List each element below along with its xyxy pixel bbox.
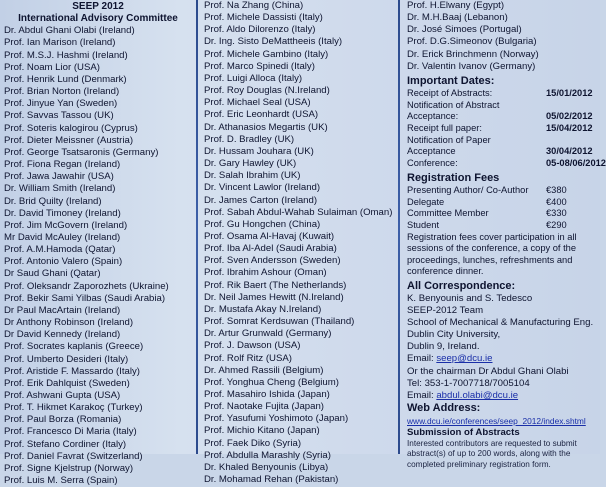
committee-member: Prof. Paul Borza (Romania) [4, 414, 122, 426]
date-row [401, 88, 600, 100]
column-divider-right [398, 0, 400, 454]
committee-member: Prof. Osama Al-Havaj (Kuwait) [204, 230, 335, 242]
committee-member: Prof. George Tsatsaronis (Germany) [4, 146, 159, 158]
committee-member: Prof. D.G.Simeonov (Bulgaria) [407, 36, 537, 48]
committee-member: Prof. Michael Seal (USA) [204, 97, 311, 109]
committee-member: Prof. Soteris kalogirou (Cyprus) [4, 122, 138, 134]
committee-member: Prof. D. Bradley (UK) [204, 133, 295, 145]
date-row-label: Conference: [407, 158, 458, 169]
telephone-line: Tel: 353-1-7007718/7005104 [407, 377, 530, 389]
date-row [401, 135, 600, 147]
address-line: Dublin 9, Ireland. [407, 341, 480, 353]
fees-note: Registration fees cover participation in all sessions of the conference, a copy of the proceedings, lunches, refreshments and conference dinner. [407, 231, 577, 277]
fee-row-label: Student [407, 219, 440, 230]
fee-row-value: €330 [546, 208, 567, 219]
committee-member: Prof. Luigi Alloca (Italy) [204, 72, 303, 84]
committee-member: Dr. Vincent Lawlor (Ireland) [204, 182, 321, 194]
committee-member: Prof. Sven Andersson (Sweden) [204, 255, 341, 267]
address-line: SEEP-2012 Team [407, 304, 484, 316]
date-row-value: 15/04/2012 [546, 123, 593, 134]
date-row-label: Receipt of Abstracts: [407, 87, 493, 98]
committee-member: Prof. H.Elwany (Egypt) [407, 0, 505, 11]
important-dates-heading: Important Dates: [407, 74, 495, 87]
committee-member: Prof. Rolf Ritz (USA) [204, 352, 292, 364]
advisory-committee-column-2 [198, 0, 398, 486]
date-row [401, 123, 600, 135]
fee-row [401, 208, 600, 220]
committee-member: Prof. M.S.J. Hashmi (Ireland) [4, 49, 128, 61]
date-row-value [546, 100, 600, 112]
committee-member: Prof. Savvas Tassou (UK) [4, 110, 114, 122]
committee-member: Prof. Brian Norton (Ireland) [4, 86, 120, 98]
committee-member: Prof. Iba Al-Adel (Saudi Arabia) [204, 243, 337, 255]
committee-member: Dr. Athanasios Megartis (UK) [204, 121, 328, 133]
committee-member: Prof. Bekir Sami Yilbas (Saudi Arabia) [4, 292, 166, 304]
date-row-value: 15/01/2012 [546, 87, 593, 98]
committee-member: Prof. J. Dawson (USA) [204, 340, 301, 352]
committee-member: Prof. Stefano Cordiner (Italy) [4, 438, 127, 450]
committee-member: Dr Paul MacArtain (Ireland) [4, 304, 121, 316]
registration-fees-heading: Registration Fees [407, 171, 500, 184]
committee-member: Prof. Eric Leonhardt (USA) [204, 109, 319, 121]
committee-member: Dr. Brid Quilty (Ireland) [4, 195, 102, 207]
fee-row [401, 220, 600, 232]
committee-member: Dr Anthony Robinson (Ireland) [4, 317, 134, 329]
committee-member: Prof. Sabah Abdul-Wahab Sulaiman (Oman) [204, 206, 393, 218]
fee-row-label: Committee Member [407, 208, 489, 219]
committee-member: Prof. Henrik Lund (Denmark) [4, 73, 127, 85]
fee-row-label: Presenting Author/ Co-Author [407, 184, 529, 195]
committee-member: Prof. Roy Douglas (N.Ireland) [204, 85, 330, 97]
committee-member: Dr Saud Ghani (Qatar) [4, 268, 101, 280]
committee-member: Prof. Noam Lior (USA) [4, 61, 100, 73]
committee-member: Prof. Marco Spinedi (Italy) [204, 60, 315, 72]
fee-row-label: Delegate [407, 196, 445, 207]
committee-list-2 [198, 0, 398, 486]
date-row [401, 111, 600, 123]
committee-member: Dr. Mustafa Akay N.Ireland) [204, 303, 322, 315]
committee-member: Dr. Neil James Hewitt (N.Ireland) [204, 291, 344, 303]
web-url-line [401, 415, 600, 427]
committee-member: Dr. Artur Grunwald (Germany) [204, 328, 332, 340]
committee-member: Prof. Jim McGovern (Ireland) [4, 219, 128, 231]
committee-member: Prof. Umberto Desideri (Italy) [4, 353, 129, 365]
fee-row [401, 185, 600, 197]
committee-member: Prof. A.M.Hamoda (Qatar) [4, 244, 116, 256]
email-line [401, 353, 600, 365]
committee-member: Prof. Naotake Fujita (Japan) [204, 401, 324, 413]
chairman-email-line [401, 390, 600, 402]
committee-list-1 [0, 25, 196, 487]
chairman-email-label: Email: [407, 389, 437, 401]
committee-member: Prof. Oleksandr Zaporozhets (Ukraine) [4, 280, 169, 292]
committee-member: Prof. Gu Hongchen (China) [204, 218, 321, 230]
date-row-value: 05/02/2012 [546, 111, 593, 122]
committee-member: Prof. Masahiro Ishida (Japan) [204, 389, 330, 400]
correspondence-heading: All Correspondence: [407, 279, 516, 292]
info-column [401, 0, 606, 469]
committee-member: Dr. Ing. Sisto DeMattheeis (Italy) [204, 36, 343, 48]
submission-text: Interested contributors are requested to submit abstract(s) of up to 200 words, along with the completed preliminary registration form. [407, 439, 577, 469]
committee-member: Prof. Fiona Regan (Ireland) [4, 159, 121, 171]
advisory-committee-column-1 [0, 0, 196, 487]
committee-member: Prof. Yasufumi Yoshimoto (Japan) [204, 413, 349, 425]
committee-member: Dr. Erick Brinchmenn (Norway) [407, 48, 539, 60]
date-row [401, 100, 600, 112]
committee-member: Prof. T. Hikmet Karakoç (Turkey) [4, 402, 143, 414]
committee-member: Dr. William Smith (Ireland) [4, 183, 116, 195]
committee-member: Prof. Somrat Kerdsuwan (Thailand) [204, 316, 355, 328]
chairman-line: Or the chairman Dr Abdul Ghani Olabi [407, 365, 569, 377]
committee-member: Dr. Salah Ibrahim (UK) [204, 170, 301, 182]
committee-heading: International Advisory Committee [18, 13, 178, 25]
committee-list-3 [401, 0, 600, 73]
committee-member: Prof. Erik Dahlquist (Sweden) [4, 377, 130, 389]
committee-member: Prof. Na Zhang (China) [204, 0, 304, 11]
committee-member: Prof. Jawa Jawahir (USA) [4, 171, 114, 183]
fee-row [401, 197, 600, 209]
address-line: Dublin City University, [407, 329, 501, 341]
committee-member: Mr David McAuley (Ireland) [4, 231, 121, 243]
web-url-link[interactable]: www.dcu.ie/conferences/seep_2012/index.shtml [407, 416, 586, 427]
correspondence-address [401, 293, 600, 354]
committee-member: Prof. Ian Marison (Ireland) [4, 37, 116, 49]
committee-member: Dr. Abdul Ghani Olabi (Ireland) [4, 25, 135, 37]
committee-member: Dr. James Carton (Ireland) [204, 194, 318, 206]
committee-member: Prof. Michele Dassisti (Italy) [204, 12, 323, 24]
committee-member: Dr. David Timoney (Ireland) [4, 207, 121, 219]
date-row-label: Notification of Paper [407, 134, 491, 145]
committee-member: Prof. Ibrahim Ashour (Oman) [204, 267, 327, 279]
date-row-label: Receipt full paper: [407, 123, 482, 134]
date-row [401, 158, 606, 170]
chairman-email-link[interactable]: abdul.olabi@dcu.ie [436, 389, 519, 401]
committee-member: Prof. Aristide F. Massardo (Italy) [4, 365, 140, 377]
committee-member: Prof. Michio Kitano (Japan) [204, 425, 320, 437]
fee-row-value: €380 [546, 184, 567, 195]
committee-member: Prof. Aldo Dilorenzo (Italy) [204, 24, 316, 36]
committee-member: Prof. Daniel Favrat (Switzerland) [4, 450, 143, 462]
registration-fees-table [401, 185, 600, 232]
committee-member: Prof. Jinyue Yan (Sweden) [4, 98, 118, 110]
date-row-value: 05-08/06/2012 [546, 158, 606, 169]
committee-member: Dr. Mohamad Rehan (Pakistan) [204, 474, 339, 486]
committee-member: Prof. Antonio Valero (Spain) [4, 256, 123, 268]
committee-member: Prof. Faek Diko (Syria) [204, 437, 302, 449]
committee-member: Prof. Michele Gambino (Italy) [204, 48, 329, 60]
date-row-label: Acceptance [407, 146, 456, 157]
fee-row-value: €290 [546, 219, 567, 230]
committee-member: Prof. Socrates kaplanis (Greece) [4, 341, 144, 353]
committee-member: Prof. Luis M. Serra (Spain) [4, 475, 118, 487]
date-row [401, 146, 600, 158]
web-address-heading: Web Address: [407, 402, 481, 415]
committee-member: Prof. Abdulla Marashly (Syria) [204, 449, 331, 461]
committee-member: Dr. M.H.Baaj (Lebanon) [407, 12, 508, 24]
conference-title: SEEP 2012 [72, 1, 124, 12]
submission-heading: Submission of Abstracts [407, 427, 520, 439]
committee-member: Dr. José Simoes (Portugal) [407, 24, 522, 36]
committee-member: Prof. Dieter Meissner (Austria) [4, 134, 134, 146]
email-link[interactable]: seep@dcu.ie [436, 353, 493, 365]
committee-member: Dr. Hussam Jouhara (UK) [204, 145, 314, 157]
email-label: Email: [407, 353, 437, 365]
committee-member: Prof. Yonghua Cheng (Belgium) [204, 376, 339, 388]
date-row-label: Notification of Abstract [407, 99, 500, 110]
important-dates-table [401, 87, 606, 170]
committee-member: Dr. Valentin Ivanov (Germany) [407, 60, 536, 72]
committee-member: Dr. Ahmed Rassili (Belgium) [204, 364, 324, 376]
committee-member: Prof. Ashwani Gupta (USA) [4, 390, 121, 401]
committee-member: Prof. Rik Baert (The Netherlands) [204, 279, 347, 291]
committee-member: Dr. Gary Hawley (UK) [204, 158, 297, 170]
committee-member: Dr. Khaled Benyounis (Libya) [204, 461, 329, 473]
committee-member: Prof. Signe Kjelstrup (Norway) [4, 462, 134, 474]
committee-member: Prof. Francesco Di Maria (Italy) [4, 426, 137, 438]
date-row-label: Acceptance: [407, 111, 459, 122]
date-row-value: 30/04/2012 [546, 146, 593, 157]
address-line: School of Mechanical & Manufacturing Eng. [407, 316, 594, 328]
fee-row-value: €400 [546, 196, 567, 207]
address-line: K. Benyounis and S. Tedesco [407, 292, 533, 304]
date-row-value [546, 135, 600, 147]
committee-member: Dr David Kennedy (Ireland) [4, 329, 121, 341]
